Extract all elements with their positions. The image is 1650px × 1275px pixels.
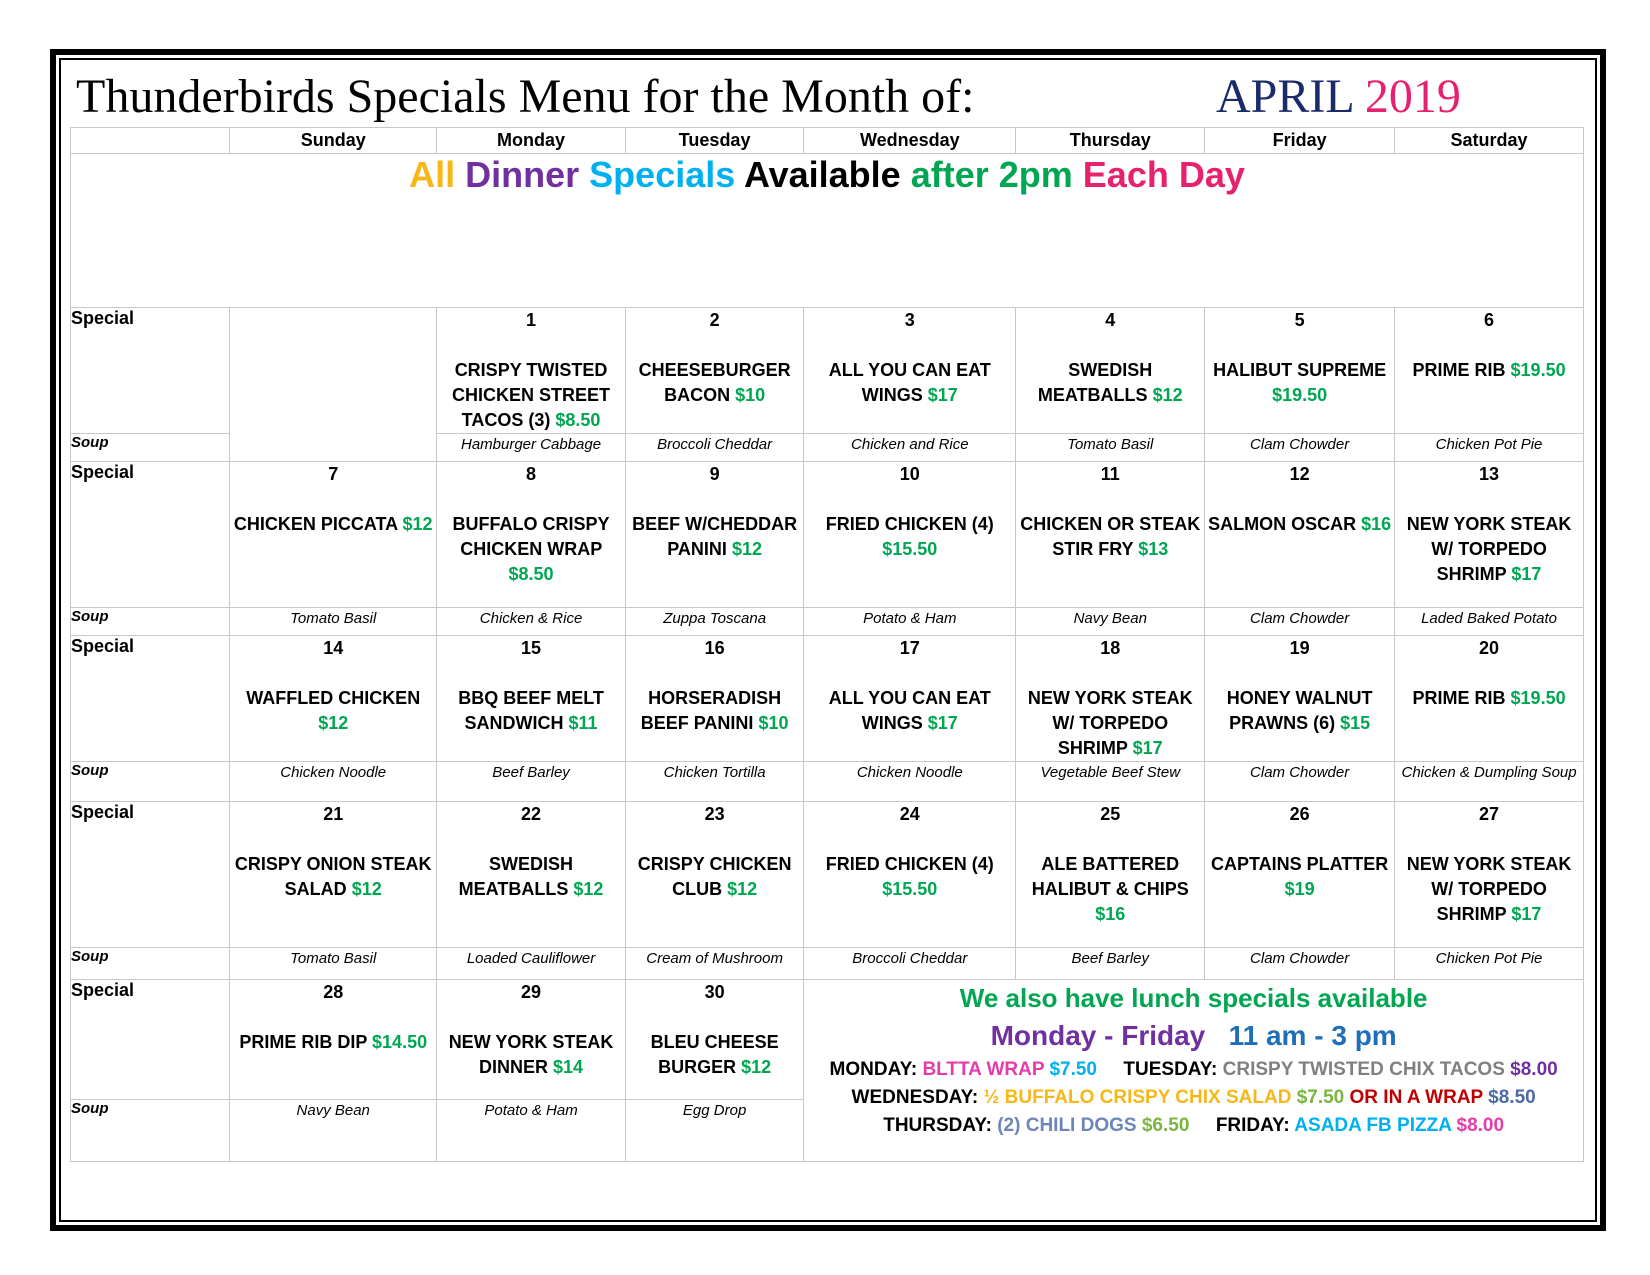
soup-cell: Potato & Ham: [437, 1100, 626, 1162]
dish-price: $14.50: [372, 1032, 428, 1052]
lunch-monday-label: MONDAY:: [829, 1059, 918, 1080]
soup-cell: Tomato Basil: [230, 608, 437, 636]
dish-block: [626, 358, 803, 408]
dish-price: $16: [1095, 904, 1126, 924]
dish-name: NEW YORK STEAK W/ TORPEDO SHRIMP: [1027, 688, 1193, 758]
soup-cell: Clam Chowder: [1205, 948, 1395, 980]
day-cell: [230, 636, 437, 762]
dish-price: $17: [1132, 738, 1163, 758]
dish-block: [437, 512, 625, 587]
dish-name: CRISPY TWISTED CHICKEN STREET TACOS (3): [452, 360, 611, 430]
dish-name: PRIME RIB DIP: [239, 1032, 368, 1052]
day-number: 30: [704, 982, 725, 1002]
day-number: 8: [526, 464, 537, 484]
month-year: [1216, 66, 1461, 128]
dish-name: PRIME RIB: [1412, 688, 1506, 708]
page-title: Thunderbirds Specials Menu for the Month of:: [76, 70, 975, 123]
lunch-headline: We also have lunch specials available: [959, 983, 1428, 1013]
day-cell: [804, 636, 1016, 762]
soup-cell: Potato & Ham: [804, 608, 1016, 636]
day-cell: [625, 802, 803, 948]
dish-name: CRISPY ONION STEAK SALAD: [234, 854, 432, 899]
dish-name: CHEESEBURGER BACON: [638, 360, 791, 405]
week-soup-row: [71, 948, 1584, 980]
soup-label: Soup: [71, 762, 230, 802]
dish-price: $12: [1152, 385, 1183, 405]
day-cell: [804, 462, 1016, 608]
soup-cell: Tomato Basil: [230, 948, 437, 980]
banner-word-after: after 2pm: [910, 154, 1073, 195]
dish-name: PRIME RIB: [1412, 360, 1506, 380]
soup-cell: Zuppa Toscana: [625, 608, 803, 636]
soup-cell: Clam Chowder: [1205, 608, 1395, 636]
lunch-friday-price: $8.00: [1456, 1115, 1505, 1136]
day-cell: [804, 802, 1016, 948]
soup-label: Soup: [71, 608, 230, 636]
soup-cell: Broccoli Cheddar: [625, 434, 803, 462]
week-special-row: [71, 462, 1584, 608]
dish-price: $19: [1284, 879, 1315, 899]
week-special-row: [71, 802, 1584, 948]
dish-block: [1016, 686, 1204, 761]
lunch-monday-price: $7.50: [1049, 1059, 1097, 1080]
soup-cell: Broccoli Cheddar: [804, 948, 1016, 980]
dish-price: $12: [351, 879, 382, 899]
day-number: 27: [1479, 804, 1500, 824]
day-number: 5: [1294, 310, 1305, 330]
dish-block: [1016, 358, 1204, 408]
dish-price: $17: [1511, 564, 1542, 584]
dish-block: [626, 512, 803, 562]
day-cell: [1016, 802, 1205, 948]
dish-price: $15: [1340, 713, 1371, 733]
day-number: 26: [1289, 804, 1310, 824]
day-cell: [437, 462, 626, 608]
dish-price: $12: [402, 514, 433, 534]
dish-name: HONEY WALNUT PRAWNS (6): [1226, 688, 1373, 733]
weekday-sunday: Sunday: [230, 128, 437, 154]
dish-block: [230, 1030, 436, 1055]
dish-block: [1016, 852, 1204, 927]
dish-name: SWEDISH MEATBALLS: [1037, 360, 1153, 405]
day-cell: [437, 980, 626, 1100]
day-cell: [230, 980, 437, 1100]
dish-price: $12: [727, 879, 758, 899]
weekday-wednesday: Wednesday: [804, 128, 1016, 154]
day-cell: [437, 308, 626, 434]
dish-name: FRIED CHICKEN (4): [825, 514, 994, 534]
dish-block: [626, 1030, 803, 1080]
lunch-thursday-item: (2) CHILI DOGS: [997, 1115, 1137, 1136]
dish-block: [230, 512, 436, 537]
dish-price: $14: [553, 1057, 584, 1077]
day-cell: [1205, 462, 1395, 608]
soup-cell: Egg Drop: [625, 1100, 803, 1162]
dish-block: [1205, 512, 1394, 537]
dish-price: $12: [731, 539, 762, 559]
day-number: 19: [1289, 638, 1310, 658]
lunch-line-mon-tue: [804, 1056, 1583, 1084]
soup-cell: Chicken Pot Pie: [1395, 434, 1584, 462]
dish-name: SWEDISH MEATBALLS: [458, 854, 574, 899]
dish-block: [804, 512, 1015, 562]
day-number: 4: [1105, 310, 1116, 330]
day-number: 6: [1484, 310, 1495, 330]
day-number: 29: [521, 982, 542, 1002]
banner-word-specials: Specials: [589, 154, 736, 195]
day-number: 1: [526, 310, 537, 330]
dish-name: BBQ BEEF MELT SANDWICH: [458, 688, 604, 733]
day-number: 15: [521, 638, 542, 658]
dish-name: FRIED CHICKEN (4): [825, 854, 994, 874]
day-cell: [1205, 308, 1395, 434]
dish-block: [1395, 512, 1583, 587]
dish-name: HORSERADISH BEEF PANINI: [640, 688, 782, 733]
lunch-line-thu-fri: [804, 1112, 1583, 1140]
soup-cell: Clam Chowder: [1205, 762, 1395, 802]
lunch-tuesday-label: TUESDAY:: [1123, 1059, 1218, 1080]
dish-price: $16: [1361, 514, 1392, 534]
lunch-days: Monday - Friday: [990, 1020, 1206, 1051]
day-cell: [804, 308, 1016, 434]
special-label: Special: [71, 462, 230, 608]
dish-price: $12: [741, 1057, 772, 1077]
lunch-hours: 11 am - 3 pm: [1228, 1020, 1397, 1051]
dish-block: [804, 686, 1015, 736]
corner-cell: [71, 128, 230, 154]
soup-cell: Hamburger Cabbage: [437, 434, 626, 462]
dish-name: BEEF W/CHEDDAR PANINI: [632, 514, 798, 559]
day-cell: [437, 636, 626, 762]
soup-label: Soup: [71, 434, 230, 462]
dish-block: [804, 852, 1015, 902]
dish-name: NEW YORK STEAK W/ TORPEDO SHRIMP: [1406, 514, 1572, 584]
day-number: 13: [1479, 464, 1500, 484]
special-label: Special: [71, 802, 230, 948]
soup-label: Soup: [71, 1100, 230, 1162]
dish-name: CRISPY CHICKEN CLUB: [637, 854, 792, 899]
lunch-line-wed: [804, 1084, 1583, 1112]
day-cell: [1205, 636, 1395, 762]
dish-name: CHICKEN PICCATA: [233, 514, 398, 534]
soup-cell: Loaded Cauliflower: [437, 948, 626, 980]
soup-cell: Chicken Noodle: [804, 762, 1016, 802]
lunch-thursday-label: THURSDAY:: [883, 1115, 992, 1136]
dish-price: $10: [735, 385, 766, 405]
dish-price: $19.50: [1272, 385, 1328, 405]
dish-name: HALIBUT SUPREME: [1213, 360, 1387, 380]
day-cell: [1395, 462, 1584, 608]
soup-cell: Beef Barley: [437, 762, 626, 802]
lunch-tuesday-item: CRISPY TWISTED CHIX TACOS: [1222, 1059, 1505, 1080]
dish-price: $15.50: [882, 539, 938, 559]
lunch-specials-panel: [804, 980, 1584, 1162]
day-cell: [1016, 636, 1205, 762]
dish-block: [1205, 852, 1394, 902]
lunch-wednesday-label: WEDNESDAY:: [851, 1087, 979, 1108]
dish-price: $8.50: [508, 564, 554, 584]
day-number: 24: [899, 804, 920, 824]
dish-price: $15.50: [882, 879, 938, 899]
day-number: 20: [1479, 638, 1500, 658]
dish-block: [1395, 686, 1583, 711]
dish-block: [626, 686, 803, 736]
dish-block: [1016, 512, 1204, 562]
banner-word-each-day: Each Day: [1082, 154, 1245, 195]
soup-cell: Navy Bean: [1016, 608, 1205, 636]
dish-name: BLEU CHEESE BURGER: [650, 1032, 779, 1077]
soup-label: Soup: [71, 948, 230, 980]
soup-cell: Beef Barley: [1016, 948, 1205, 980]
soup-cell: Tomato Basil: [1016, 434, 1205, 462]
day-cell: [625, 980, 803, 1100]
dish-block: [230, 852, 436, 902]
day-number: 21: [323, 804, 344, 824]
day-cell: [625, 636, 803, 762]
lunch-wednesday-item: ½ BUFFALO CRISPY CHIX SALAD: [983, 1087, 1292, 1108]
day-number: 11: [1100, 464, 1120, 484]
dish-name: CHICKEN OR STEAK STIR FRY: [1020, 514, 1201, 559]
dish-block: [437, 686, 625, 736]
soup-cell: Chicken & Dumpling Soup: [1395, 762, 1584, 802]
day-number: 10: [899, 464, 920, 484]
day-number: 18: [1100, 638, 1121, 658]
dish-block: [1395, 852, 1583, 927]
day-cell: [437, 802, 626, 948]
weekday-friday: Friday: [1205, 128, 1395, 154]
day-number: 22: [521, 804, 542, 824]
day-number: 9: [709, 464, 720, 484]
lunch-wednesday-alt-price: $8.50: [1488, 1087, 1536, 1108]
weekday-header: [71, 128, 1584, 154]
day-cell: [1016, 462, 1205, 608]
day-number: 7: [328, 464, 339, 484]
dish-price: $17: [1511, 904, 1542, 924]
dish-block: [1205, 358, 1394, 408]
dish-block: [230, 686, 436, 736]
dish-block: [437, 1030, 625, 1080]
dish-block: [1395, 358, 1583, 383]
dish-name: CAPTAINS PLATTER: [1210, 854, 1389, 874]
dish-price: $19.50: [1510, 688, 1566, 708]
day-cell: [625, 308, 803, 434]
dish-name: ALL YOU CAN EAT WINGS: [828, 688, 991, 733]
lunch-friday-item: ASADA FB PIZZA: [1294, 1115, 1452, 1136]
day-number: 12: [1289, 464, 1310, 484]
dish-price: $11: [568, 713, 598, 733]
special-label: Special: [71, 980, 230, 1100]
dish-price: $8.50: [555, 410, 601, 430]
dish-name: ALL YOU CAN EAT WINGS: [828, 360, 991, 405]
day-number: 28: [323, 982, 344, 1002]
week-special-row: [71, 308, 1584, 434]
dish-price: $12: [318, 713, 349, 733]
lunch-monday-item: BLTTA WRAP: [922, 1059, 1045, 1080]
day-number: 25: [1100, 804, 1121, 824]
day-cell: [1395, 636, 1584, 762]
week-special-row: [71, 980, 1584, 1100]
banner-word-dinner: Dinner: [465, 154, 580, 195]
soup-cell: Laded Baked Potato: [1395, 608, 1584, 636]
special-label: Special: [71, 636, 230, 762]
day-cell: [1205, 802, 1395, 948]
dish-name: BUFFALO CRISPY CHICKEN WRAP: [452, 514, 610, 559]
week-soup-row: [71, 762, 1584, 802]
dish-name: NEW YORK STEAK W/ TORPEDO SHRIMP: [1406, 854, 1572, 924]
dish-block: [804, 358, 1015, 408]
lunch-tuesday-price: $8.00: [1510, 1059, 1558, 1080]
dish-name: WAFFLED CHICKEN: [246, 688, 421, 708]
empty-day-cell: [230, 308, 437, 462]
dinner-banner: [71, 154, 1584, 308]
day-cell: [1016, 308, 1205, 434]
day-cell: [625, 462, 803, 608]
lunch-wednesday-price: $7.50: [1296, 1087, 1345, 1108]
lunch-hours-line: [804, 1016, 1583, 1056]
banner-word-all: All: [409, 154, 456, 195]
dish-name: SALMON OSCAR: [1208, 514, 1357, 534]
lunch-wednesday-alt: OR IN A WRAP: [1349, 1087, 1483, 1108]
soup-cell: Chicken Noodle: [230, 762, 437, 802]
year: 2019: [1364, 70, 1461, 123]
soup-cell: Vegetable Beef Stew: [1016, 762, 1205, 802]
dish-price: $19.50: [1510, 360, 1566, 380]
soup-cell: Chicken and Rice: [804, 434, 1016, 462]
dish-block: [1205, 686, 1394, 736]
day-number: 3: [904, 310, 915, 330]
dish-price: $10: [758, 713, 789, 733]
day-cell: [230, 802, 437, 948]
week-soup-row: [71, 608, 1584, 636]
dish-block: [437, 852, 625, 902]
weekday-saturday: Saturday: [1395, 128, 1584, 154]
day-number: 14: [323, 638, 344, 658]
weekday-thursday: Thursday: [1016, 128, 1205, 154]
dish-name: NEW YORK STEAK DINNER: [448, 1032, 614, 1077]
dish-price: $13: [1138, 539, 1169, 559]
dish-price: $17: [927, 713, 958, 733]
weekday-monday: Monday: [437, 128, 626, 154]
lunch-friday-label: FRIDAY:: [1215, 1115, 1290, 1136]
day-cell: [1395, 802, 1584, 948]
day-cell: [1395, 308, 1584, 434]
dish-price: $17: [927, 385, 958, 405]
day-number: 2: [709, 310, 720, 330]
lunch-thursday-price: $6.50: [1141, 1115, 1190, 1136]
banner-word-available: Available: [743, 154, 901, 195]
dish-price: $12: [573, 879, 604, 899]
dish-block: [437, 358, 625, 433]
soup-cell: Chicken Tortilla: [625, 762, 803, 802]
soup-cell: Chicken Pot Pie: [1395, 948, 1584, 980]
soup-cell: Clam Chowder: [1205, 434, 1395, 462]
day-number: 17: [899, 638, 920, 658]
dish-name: ALE BATTERED HALIBUT & CHIPS: [1031, 854, 1189, 899]
week-special-row: [71, 636, 1584, 762]
special-label: Special: [71, 308, 230, 434]
weekday-tuesday: Tuesday: [625, 128, 803, 154]
soup-cell: Chicken & Rice: [437, 608, 626, 636]
soup-cell: Navy Bean: [230, 1100, 437, 1162]
calendar-table: [70, 127, 1584, 1162]
day-number: 23: [704, 804, 725, 824]
dish-block: [626, 852, 803, 902]
day-cell: [230, 462, 437, 608]
day-number: 16: [704, 638, 725, 658]
header: [76, 66, 1576, 128]
month-name: APRIL: [1216, 70, 1353, 123]
soup-cell: Cream of Mushroom: [625, 948, 803, 980]
